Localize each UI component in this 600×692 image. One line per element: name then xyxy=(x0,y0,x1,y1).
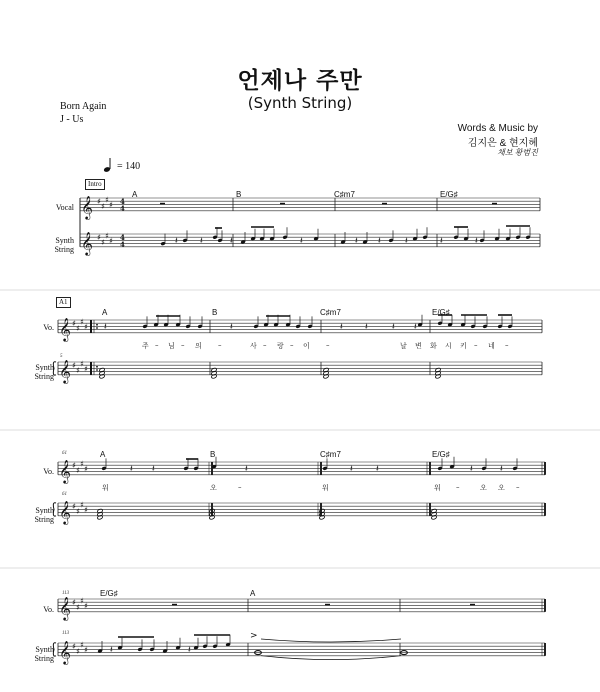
sharp-icon: ♯ xyxy=(72,361,76,371)
chord-symbol: E/G♯ xyxy=(440,190,458,199)
rest-icon: 𝄽 xyxy=(470,464,473,475)
sharp-icon: ♯ xyxy=(72,642,76,652)
chord-symbol: C♯m7 xyxy=(320,308,341,317)
sharp-icon: ♯ xyxy=(84,364,88,374)
rest-icon: 𝄽 xyxy=(175,236,178,247)
chord-symbol: B xyxy=(236,190,242,199)
sharp-icon: ♯ xyxy=(80,459,84,469)
lyric-syllable: 님 xyxy=(168,342,175,350)
lyric-syllable: 오 xyxy=(480,484,487,492)
rest-icon: 𝄽 xyxy=(245,464,248,475)
sharp-icon: ♯ xyxy=(72,598,76,608)
instrument-label-synth: Synth xyxy=(55,236,74,245)
time-signature: 4 xyxy=(120,203,125,213)
section-a1-box: A1 xyxy=(56,297,71,308)
lyric-syllable: 의 xyxy=(195,342,202,350)
chord-symbol: E/G♯ xyxy=(100,589,118,598)
sharp-icon: ♯ xyxy=(84,322,88,332)
accent-mark: > xyxy=(250,631,258,641)
sharp-icon: ♯ xyxy=(76,603,80,612)
chord-symbol: A xyxy=(132,190,138,199)
instrument-label-vocal: Vo. xyxy=(43,605,54,614)
instrument-label-synth: Synth xyxy=(35,645,54,654)
lyric-syllable: – xyxy=(456,483,460,491)
lyric-syllable: 이 xyxy=(303,342,310,350)
page-subtitle: (Synth String) xyxy=(247,94,353,112)
lyric-syllable: – xyxy=(474,341,478,349)
sharp-icon: ♯ xyxy=(109,236,113,246)
lyric-syllable: 워 xyxy=(434,484,441,492)
instrument-label-string: String xyxy=(34,654,54,663)
rest-icon: 𝄽 xyxy=(230,236,233,247)
sharp-icon: ♯ xyxy=(80,596,84,606)
lyric-syllable: – xyxy=(155,341,159,349)
instrument-label-string: String xyxy=(34,372,54,381)
rest-icon: 𝄽 xyxy=(130,464,133,475)
rest-icon xyxy=(172,604,177,606)
rest-icon xyxy=(160,203,165,205)
sharp-icon: ♯ xyxy=(97,197,101,207)
sharp-icon: ♯ xyxy=(97,233,101,243)
treble-clef-icon: 𝄞 xyxy=(59,499,71,524)
chord-symbol: B xyxy=(212,308,218,317)
sharp-icon: ♯ xyxy=(80,500,84,510)
lyric-syllable: 변 xyxy=(415,342,422,350)
system-brace xyxy=(53,362,56,375)
rest-icon: 𝄽 xyxy=(152,464,155,475)
time-signature: 4 xyxy=(120,232,125,242)
chord-symbol: A xyxy=(102,308,108,317)
treble-clef-icon: 𝄞 xyxy=(81,194,93,219)
tie xyxy=(261,656,401,660)
sharp-icon: ♯ xyxy=(101,238,105,247)
sharp-icon: ♯ xyxy=(72,461,76,471)
sharp-icon: ♯ xyxy=(80,640,84,650)
lyric-syllable: 오 xyxy=(498,484,505,492)
chord-symbol: A xyxy=(100,450,106,459)
measure-number: 61 xyxy=(62,451,67,456)
instrument-label-string: String xyxy=(34,515,54,524)
system-brace xyxy=(53,643,56,656)
rest-icon: 𝄽 xyxy=(500,464,503,475)
treble-clef-icon: 𝄞 xyxy=(59,595,71,620)
song-name: Born Again xyxy=(60,101,107,112)
rest-icon: 𝄽 xyxy=(392,322,395,333)
sharp-icon: ♯ xyxy=(72,319,76,329)
repeat-dot xyxy=(96,369,98,371)
sharp-icon: ♯ xyxy=(72,502,76,512)
lyric-syllable: 화 xyxy=(430,342,437,350)
lyric-syllable: 네 xyxy=(488,342,495,350)
chord-symbol: E/G♯ xyxy=(432,450,450,459)
lyric-syllable: – xyxy=(290,341,294,349)
lyric-syllable: 오 xyxy=(210,484,217,492)
tempo-marking: = 140 xyxy=(117,161,141,172)
rest-icon xyxy=(382,203,387,205)
section-intro-box: Intro xyxy=(85,179,105,190)
instrument-label-synth: Synth xyxy=(35,363,54,372)
chord-symbol: E/G♯ xyxy=(432,308,450,317)
treble-clef-icon: 𝄞 xyxy=(59,358,71,383)
sharp-icon: ♯ xyxy=(80,359,84,369)
rest-icon: 𝄽 xyxy=(104,322,107,333)
sharp-icon: ♯ xyxy=(76,466,80,475)
sharp-icon: ♯ xyxy=(109,200,113,210)
measure-number: 113 xyxy=(62,591,70,596)
artist-name: J - Us xyxy=(60,114,84,125)
treble-clef-icon: 𝄞 xyxy=(59,639,71,664)
rest-icon xyxy=(280,203,285,205)
lyric-syllable: 사 xyxy=(250,342,257,350)
rest-icon: 𝄽 xyxy=(340,322,343,333)
system-brace xyxy=(53,503,56,516)
measure-number: 61 xyxy=(62,492,67,497)
credit-words-music: Words & Music by xyxy=(457,123,538,134)
rest-icon xyxy=(325,604,330,606)
lyric-syllable: – xyxy=(505,341,509,349)
treble-clef-icon: 𝄞 xyxy=(59,458,71,483)
rest-icon: 𝄽 xyxy=(300,236,303,247)
sharp-icon: ♯ xyxy=(84,601,88,611)
credit-composers: 김지은 & 현지혜 xyxy=(467,138,538,149)
rest-icon: 𝄽 xyxy=(475,236,478,247)
instrument-label-vocal: Vo. xyxy=(43,467,54,476)
sharp-icon: ♯ xyxy=(76,366,80,375)
time-signature: 4 xyxy=(120,196,125,206)
chord-symbol: C♯m7 xyxy=(320,450,341,459)
lyric-syllable: – xyxy=(181,341,185,349)
rest-icon: 𝄽 xyxy=(350,464,353,475)
lyric-syllable: – xyxy=(218,341,222,349)
measure-number: 113 xyxy=(62,631,70,636)
rest-icon: 𝄽 xyxy=(440,236,443,247)
treble-clef-icon: 𝄞 xyxy=(81,230,93,255)
lyric-syllable: 워 xyxy=(322,484,329,492)
lyric-syllable: – xyxy=(238,483,242,491)
repeat-dot xyxy=(96,324,98,326)
sharp-icon: ♯ xyxy=(105,231,109,241)
lyric-syllable: 랑 xyxy=(277,342,284,350)
sharp-icon: ♯ xyxy=(84,464,88,474)
chord-symbol: B xyxy=(210,450,216,459)
rest-icon xyxy=(470,604,475,606)
sharp-icon: ♯ xyxy=(80,317,84,327)
slur xyxy=(261,639,401,642)
credit-arranger: 채보 황범진 xyxy=(497,148,538,157)
lyric-syllable: 워 xyxy=(102,484,109,492)
sharp-icon: ♯ xyxy=(76,507,80,516)
lyric-syllable: – xyxy=(516,483,520,491)
rest-icon: 𝄽 xyxy=(376,464,379,475)
rest-icon: 𝄽 xyxy=(230,322,233,333)
rest-icon: 𝄽 xyxy=(110,645,113,656)
chord-symbol: C♯m7 xyxy=(334,190,355,199)
lyric-syllable: 날 xyxy=(400,342,407,350)
rest-icon: 𝄽 xyxy=(414,322,417,333)
lyric-syllable: – xyxy=(263,341,267,349)
lyric-syllable: 키 xyxy=(460,342,467,350)
sharp-icon: ♯ xyxy=(76,647,80,656)
lyric-syllable: 시 xyxy=(445,342,452,350)
lyric-syllable: 주 xyxy=(142,342,149,350)
sharp-icon: ♯ xyxy=(84,505,88,515)
rest-icon: 𝄽 xyxy=(405,236,408,247)
page-title: 언제나 주만 xyxy=(237,68,363,94)
rest-icon: 𝄽 xyxy=(188,645,191,656)
time-signature: 4 xyxy=(120,239,125,249)
rest-icon: 𝄽 xyxy=(355,236,358,247)
instrument-label-string: String xyxy=(54,245,74,254)
sharp-icon: ♯ xyxy=(105,195,109,205)
rest-icon: 𝄽 xyxy=(200,236,203,247)
sharp-icon: ♯ xyxy=(76,324,80,333)
sharp-icon: ♯ xyxy=(84,645,88,655)
measure-number: 5 xyxy=(60,354,63,359)
rest-icon: 𝄽 xyxy=(365,322,368,333)
repeat-dot xyxy=(96,327,98,329)
instrument-label-vocal: Vocal xyxy=(55,203,74,212)
repeat-dot xyxy=(96,366,98,368)
chord-symbol: A xyxy=(250,589,256,598)
instrument-label-synth: Synth xyxy=(35,506,54,515)
treble-clef-icon: 𝄞 xyxy=(59,316,71,341)
sharp-icon: ♯ xyxy=(101,202,105,211)
rest-icon xyxy=(492,203,497,205)
lyric-syllable: – xyxy=(326,341,330,349)
rest-icon: 𝄽 xyxy=(378,236,381,247)
instrument-label-vocal: Vo. xyxy=(43,323,54,332)
